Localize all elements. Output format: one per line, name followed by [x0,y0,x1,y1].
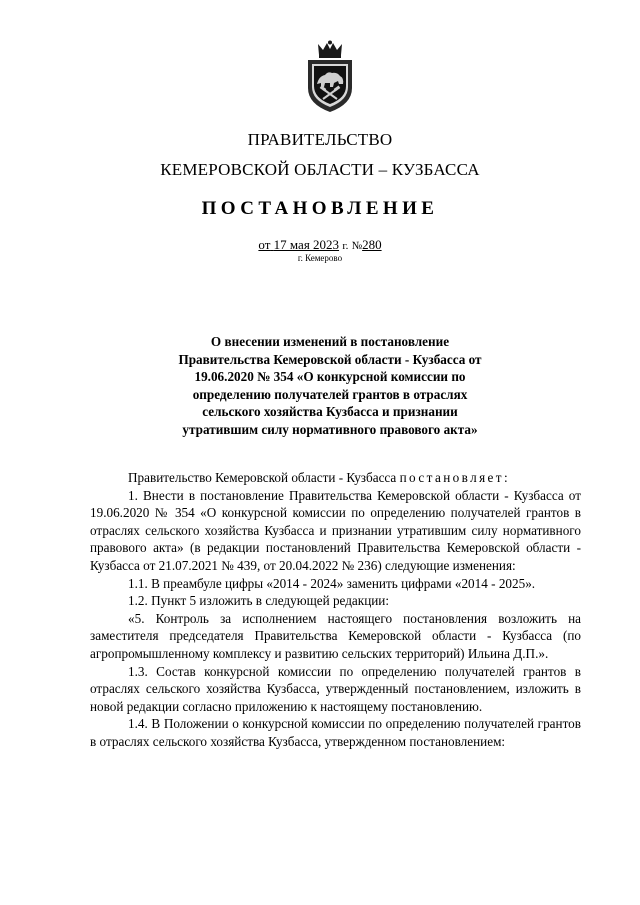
subject-line: определению получателей грантов в отраслях [192,386,468,402]
subject-line: О внесении изменений в постановление [210,334,450,349]
government-title-line2: КЕМЕРОВСКОЙ ОБЛАСТИ – КУЗБАССА [160,160,480,179]
intro-resolves: постановляет: [399,470,511,485]
city: г. Кемерово [297,253,343,263]
document-body [90,469,581,751]
government-title-line1: ПРАВИТЕЛЬСТВО [247,130,393,149]
subject-line: 19.06.2020 № 354 «О конкурсной комиссии по [194,369,466,385]
document-date: 17 мая 2023 [273,237,340,252]
body-paragraph: 1.2. Пункт 5 изложить в следующей редакции: [128,593,390,609]
subject-line: Правительства Кемеровской области - Кузбасса от [178,351,482,367]
body-paragraph: 1.1. В преамбуле цифры «2014 - 2024» заменить цифрами «2014 - 2025». [128,575,536,591]
document-number: 280 [362,237,382,252]
coat-of-arms-icon [301,40,359,114]
subject-line: утратившим силу нормативного правового акта» [182,421,478,437]
subject-line: сельского хозяйства Кузбасса и признании [202,404,458,420]
body-paragraph: 1. Внести в постановление Правительства Кемеровской области - Кузбасса от 19.06.2020 № 354 «О конкурсной комиссии по определению получателей грантов в отраслях сельского хозяйства Кузбасса и признании утратившим силу нормативного правового акта» (в редакции постановлений Правительства Кемеровской области - Кузбасса от 21.07.2021 № 439, от 20.04.2022 № 236) следующие изменения: [90,487,581,573]
intro-paragraph [90,469,581,487]
document-subject [150,333,510,439]
date-prefix: от [258,237,271,252]
intro-lead: Правительство Кемеровской области - Кузбасса [128,470,397,485]
body-paragraph: 1.4. В Положении о конкурсной комиссии по определению получателей грантов в отраслях сельского хозяйства Кузбасса, утвержденном постановлением: [90,716,581,749]
body-paragraph: «5. Контроль за исполнением настоящего постановления возложить на заместителя председателя Правительства Кемеровской области - Кузбасса (по агропромышленному комплексу и развитию сельских территорий) Ильина Д.П.». [90,610,581,661]
dateline [0,237,640,253]
document-type: ПОСТАНОВЛЕНИЕ [201,198,439,219]
year-suffix: г. [342,240,349,252]
number-sign: № [351,240,363,252]
body-paragraph: 1.3. Состав конкурсной комиссии по определению получателей грантов в отраслях сельского хозяйства Кузбасса, утвержденный постановлением, изложить в новой редакции согласно приложению к настоящему постановлению. [90,663,581,714]
